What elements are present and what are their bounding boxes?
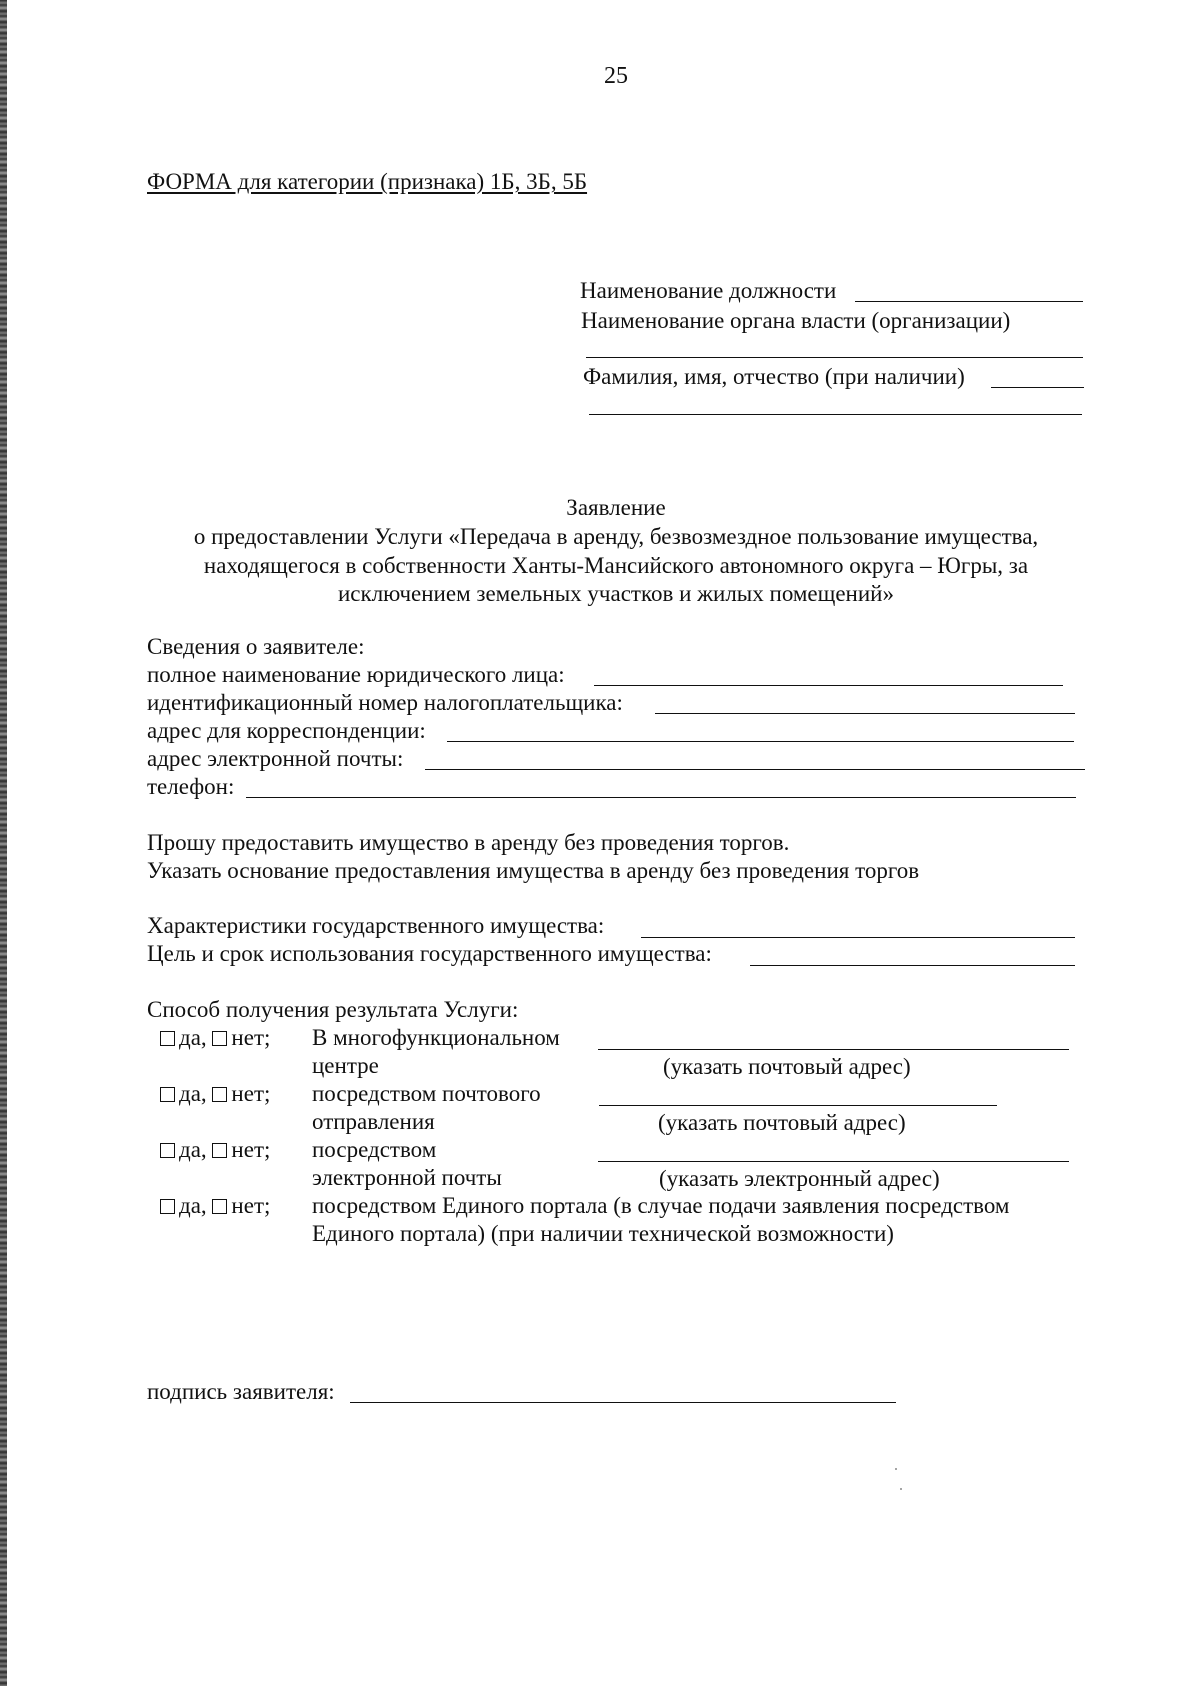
delivery-option-3-line-1: посредством [312,1137,437,1162]
legal-name-field[interactable] [594,685,1063,686]
delivery-option-2-choice [160,1080,270,1107]
form-title: ФОРМА для категории (признака) 1Б, 3Б, 5Б [147,169,588,194]
inn-field[interactable] [655,713,1075,714]
delivery-option-1-choice [160,1024,270,1051]
applicant-heading: Сведения о заявителе: [147,634,365,659]
authority-field[interactable] [586,357,1083,358]
name-label: Фамилия, имя, отчество (при наличии) [583,364,965,389]
property-characteristics-field[interactable] [641,937,1075,938]
portal-no-checkbox[interactable] [212,1199,227,1214]
property-purpose-field[interactable] [750,965,1075,966]
email-no-checkbox[interactable] [212,1143,227,1158]
mfc-no-checkbox[interactable] [212,1031,227,1046]
no-label: нет; [231,1193,271,1218]
scan-speck [895,1468,897,1470]
delivery-option-4-choice [160,1192,270,1219]
mfc-address-hint: (указать почтовый адрес) [663,1054,911,1079]
email-yes-checkbox[interactable] [160,1143,175,1158]
property-purpose-label: Цель и срок использования государственного имущества: [147,941,712,966]
name-field-continued[interactable] [589,414,1082,415]
no-label: нет; [231,1025,271,1050]
delivery-option-1-line-1: В многофункциональном [312,1025,560,1050]
yes-label: да, [179,1025,207,1050]
mfc-yes-checkbox[interactable] [160,1031,175,1046]
statement-title: Заявление [566,495,666,520]
phone-field[interactable] [246,797,1076,798]
yes-label: да, [179,1137,207,1162]
delivery-option-3-line-2: электронной почты [312,1165,502,1190]
correspondence-address-label: адрес для корреспонденции: [147,718,426,743]
request-line-1: Прошу предоставить имущество в аренду без проведения торгов. [147,830,790,855]
yes-label: да, [179,1193,207,1218]
request-line-2: Указать основание предоставления имущества в аренду без проведения торгов [147,858,920,883]
email-field[interactable] [425,769,1085,770]
property-characteristics-label: Характеристики государственного имущества: [147,913,605,938]
yes-label: да, [179,1081,207,1106]
phone-label: телефон: [147,774,235,799]
delivery-option-3-choice [160,1136,270,1163]
mfc-address-field[interactable] [598,1049,1069,1050]
post-yes-checkbox[interactable] [160,1087,175,1102]
page-number: 25 [604,63,628,89]
no-label: нет; [231,1137,271,1162]
statement-subtitle-line-3: исключением земельных участков и жилых помещений» [338,581,894,606]
scan-speck [900,1488,902,1490]
correspondence-address-field[interactable] [447,741,1074,742]
delivery-option-2-line-1: посредством почтового [312,1081,541,1106]
portal-yes-checkbox[interactable] [160,1199,175,1214]
delivery-option-4-line-1: посредством Единого портала (в случае подачи заявления посредством [312,1193,1010,1218]
delivery-option-4-line-2: Единого портала) (при наличии технической возможности) [312,1221,894,1246]
position-label: Наименование должности [580,278,837,303]
no-label: нет; [231,1081,271,1106]
post-address-hint: (указать почтовый адрес) [658,1110,906,1135]
name-field[interactable] [991,387,1084,388]
legal-name-label: полное наименование юридического лица: [147,662,565,687]
email-address-field[interactable] [598,1161,1069,1162]
post-no-checkbox[interactable] [212,1087,227,1102]
post-address-field[interactable] [599,1105,997,1106]
delivery-option-2-line-2: отправления [312,1109,435,1134]
scan-edge [0,0,7,1686]
delivery-option-1-line-2: центре [312,1053,379,1078]
statement-subtitle-line-2: находящегося в собственности Ханты-Мансийского автономного округа – Югры, за [203,553,1029,578]
authority-label: Наименование органа власти (организации) [581,308,1011,333]
signature-label: подпись заявителя: [147,1379,335,1404]
statement-subtitle-line-1: о предоставлении Услуги «Передача в аренду, безвозмездное пользование имущества, [193,524,1039,549]
position-field[interactable] [855,301,1083,302]
inn-label: идентификационный номер налогоплательщика: [147,690,623,715]
delivery-heading: Способ получения результата Услуги: [147,997,519,1022]
signature-field[interactable] [350,1402,896,1403]
email-address-hint: (указать электронный адрес) [659,1166,940,1191]
email-label: адрес электронной почты: [147,746,404,771]
